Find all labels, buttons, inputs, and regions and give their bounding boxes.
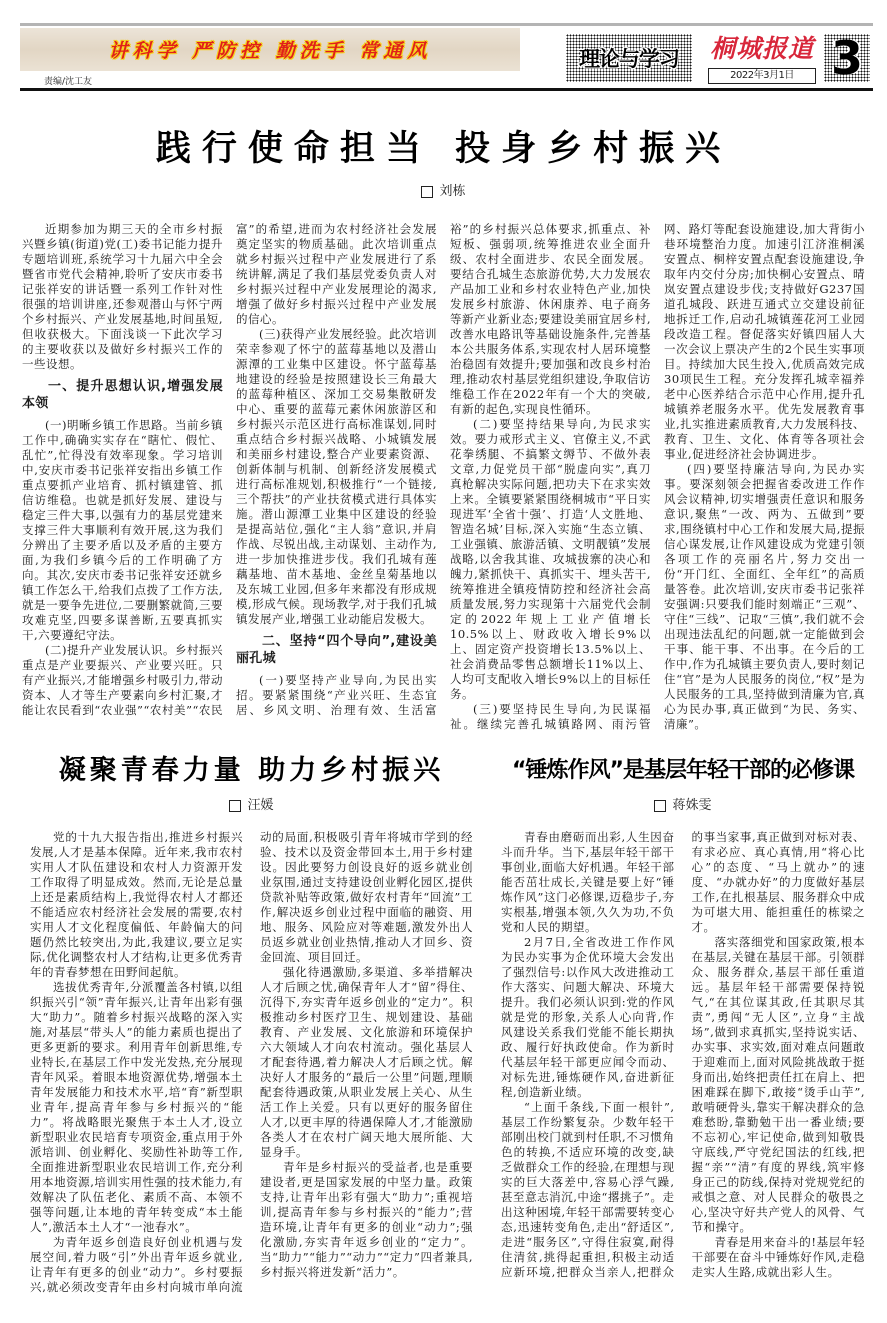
article: [30, 754, 473, 1295]
paragraph: (三)获得产业发展经验。此次培训荣幸参观了怀宁的蓝莓基地以及潜山源潭的工业集中区建设。怀宁蓝莓基地建设的经验是按照建设长三角最大的蓝莓种植区、深加工交易集散研发中心、重要的蓝莓元素休闲旅游区和乡村振兴示范区进行高标准谋划,同时重点结合乡村振兴战略、小城镇发展和美丽乡村建设,整合产业要素资源、创新体制与机制、创新经济发展模式进行高标准规划,积极推行“一个链接,三个帮扶”的产业扶贫模式进行具体实施。潜山源潭工业集中区建设的经验是提高站位,强化“主人翁”意识,并肩作战、尽锐出战,主动谋划、主动作为,进一步加快推进步伐。我们孔城有莲藕基地、苗木基地、金丝皇菊基地以及东城工业园,但多年来都没有形成规模,形成气候。现场教学,对于我们孔城镇发展产业,增强工业动能启发极大。: [236, 327, 437, 626]
article-byline: [30, 798, 473, 814]
paragraph: (一)明晰乡镇工作思路。当前乡镇工作中,确确实实存在“瞎忙、假忙、乱忙”,忙得没有效率现象。学习培训中,安庆市委书记张祥安指出乡镇工作重点要抓产业培育、抓村镇建管、抓信访维稳。也就是抓好发展、建设与稳定三件大事,以强有力的基层党建来支撑三件大事顺利有效开展,这为我们分辨出了主要矛盾以及矛盾的主要方面,为我们乡镇今后的工作明确了方向。其次,安庆市委书记张祥安还就乡镇工作怎么干,给我们点拨了工作方法,就是一要争先进位,二要删繁就简,三要攻难克坚,四要多谋善断,五要真抓实干,六要遵纪守法。: [22, 418, 223, 642]
section-title: 理论与学习: [579, 47, 679, 71]
paragraph: 2月7日,全省改进工作作风为民办实事为企优环境大会发出了强烈信号:以作风大改进推动工作大落实、问题大解决、环境大提升。我们必须认识到:党的作风就是党的形象,关系人心向背,作风建设关系我们党能不能长期执政、履行好执政使命。作为新时代基层年轻干部更应闻令而动、对标先进,锤炼硬作风,奋进新征程,创造新业绩。: [501, 935, 675, 1099]
paragraph: “上面千条线,下面一根针”,基层工作纷繁复杂。少数年轻干部刚出校门就到村任职,不习惯角色的转换,不适应环境的改变,缺乏做群众工作的经验,在理想与现实的巨大落差中,容易心浮气躁,甚至意志消沉,中途“撂挑子”。走出这种困境,年轻干部需要转变心态,迅速转变角色,走出“舒适区”,走进“服务区”,守得住寂寞,耐得住清贫,挑得起重担,积极主动适应新环境,把群众当亲人,把群众的事当家事,真正做到对标对表、有求必应、真心真情,用“将心比心”的态度、“马上就办”的速度、“办就办好”的力度做好基层工作,在扎根基层、服务群众中成为可堪大用、能担重任的栋梁之才。: [501, 830, 865, 1279]
author-name: 汪媛: [247, 798, 274, 813]
paragraph: (二)提升产业发展认识。乡村振兴重点是产业要振兴、产业要兴旺。只有产业振兴,才能增强乡村吸引力,带动资本、人才等生产要素向乡村汇聚,才能让农民看到“农业强”“农村美”“农民富”的希望,进而为农村经济社会发展奠定坚实的物质基础。此次培训重点就乡村振兴过程中产业发展进行了系统讲解,满足了我们基层党委负责人对乡村振兴过程中产业发展理论的渴求,增强了做好乡村振兴过程中产业发展的信心。: [22, 222, 437, 717]
paragraph: 青春由磨砺而出彩,人生因奋斗而升华。当下,基层年轻干部干事创业,面临大好机遇。年轻干部能否茁壮成长,关键是要上好“锤炼作风”这门必修课,迈稳步子,夯实根基,增强本领,久久为功,不负党和人民的期望。: [501, 830, 675, 934]
section-heading: 二、坚持“四个导向”,建设美丽孔城: [236, 634, 437, 666]
paragraph: 青年是乡村振兴的受益者,也是重要建设者,更是国家发展的中坚力量。政策支持,让青年出彩有强大“助力”;重视培训,提高青年参与乡村振兴的“能力”;营造环境,让青年有更多的创业“动力”;强化激励,夯实青年返乡创业的“定力”。当“助力”“能力”“动力”“定力”四者兼具,乡村振兴将迸发新“活力”。: [260, 1160, 473, 1279]
article-title: 践行使命担当 投身乡村振兴: [155, 129, 732, 169]
paragraph: 为青年返乡创造良好创业机遇与发展空间,着力吸“引”外出青年返乡就业,让青年有更多的创业“动力”。乡村要振兴,就必须改变青年由乡村向城市单向流动的局面,积极吸引青年将城市学到的经验、技术以及资金带回本土,用于乡村建设。因此要努力创设良好的返乡就业创业氛围,通过支持建设创业孵化园区,提供贷款补贴等政策,做好农村青年“回流”工作,解决返乡创业过程中面临的融资、用地、服务、风险应对等难题,激发外出人员返乡就业创业热情,推动人才回乡、资金回流、项目回迁。: [30, 830, 473, 1294]
paragraph: 党的十九大报告指出,推进乡村振兴发展,人才是基本保障。近年来,我市农村实用人才队伍建设和农村人力资源开发工作取得了明显成效。然而,无论是总量上还是素质结构上,我觉得农村人才都还不能适应农村经济社会发展的需要,农村实用人才文化程度偏低、年龄偏大的问题仍然比较突出,为此,我建议,要立足实际,优化调整农村人才结构,让更多优秀青年的青春梦想在田野间起航。: [30, 830, 243, 979]
author-name: 蒋姝雯: [672, 798, 712, 813]
masthead-logo: 桐城报道: [709, 34, 814, 63]
square-icon: [421, 186, 433, 198]
page-number: 3: [830, 31, 863, 85]
article-title: “锤炼作风”是基层年轻干部的必修课: [512, 758, 854, 783]
article-title: 凝聚青春力量 助力乡村振兴: [58, 755, 445, 786]
paragraph: 近期参加为期三天的全市乡村振兴暨乡镇(街道)党(工)委书记能力提升专题培训班,系统学习十九届六中全会暨省市党代会精神,聆听了安庆市委书记张祥安的讲话暨一系列工作针对性很强的培训讲座,还参观潜山与怀宁两个乡村振兴、产业发展基地,时间虽短,但收获极大。下面浅谈一下此次学习的主要收获以及做好乡村振兴工作的一些设想。: [22, 222, 223, 371]
article-byline: [22, 184, 865, 200]
article-byline: [501, 798, 865, 814]
article-body: [501, 830, 865, 1280]
header-divider: [20, 88, 873, 91]
paragraph: (三)要坚持民生导向,为民谋福祉。继续完善孔城镇路网、雨污管网、路灯等配套设施建设,加大背街小巷环境整治力度。加速引江济淮桐溪安置点、桐梓安置点配套设施建设,争取年内交付分房;加快桐心安置点、晴岚安置点建设步伐;支持做好G237国道孔城段、跃进互通式立交建设前征地拆迁工作,启动孔城镇莲花河工业园段改造工程。督促落实好镇四届人大一次会议上票决产生的2个民生实事项目。持续加大民生投入,优质高效完成30项民生工程。充分发挥孔城幸福养老中心医养结合示范中心作用,提升孔城镇养老服务水平。优先发展教育事业,扎实推进素质教育,大力发展科技、教育、卫生、文化、体育等各项社会事业,促进经济社会协调进步。: [450, 222, 865, 731]
paragraph: 落实落细党和国家政策,根本在基层,关键在基层干部。引领群众、服务群众,基层干部任重道远。基层年轻干部需要保持锐气,“在其位谋其政,任其职尽其责”,勇闯“无人区”,立身“主战场”,做到求真抓实,坚持说实话、办实事、求实效,面对难点问题敢于迎难而上,面对风险挑战敢于挺身而出,始终把责任扛在肩上、把困难踩在脚下,敢接“烫手山芋”,敢啃硬骨头,靠实干解决群众的急难愁盼,靠勤勉干出一番业绩;要不忘初心,牢记使命,做到知敬畏守底线,严守党纪国法的红线,把握“亲”“清”有度的界线,筑牢修身正己的防线,保持对党规党纪的戒惧之意、对人民群众的敬畏之心,坚决守好共产党人的风骨、气节和操守。: [691, 935, 865, 1234]
section-title-box: [566, 34, 692, 82]
square-icon: [654, 800, 666, 812]
top-divider: [20, 23, 873, 26]
editor-credit: 责编/沈工友: [44, 77, 93, 87]
issue-date: 2022年3月1日: [708, 68, 816, 84]
lead-article: [22, 128, 865, 732]
slogan-banner: [20, 28, 520, 71]
paragraph: 选拔优秀青年,分派覆盖各村镇,以组织振兴引“领”青年振兴,让青年出彩有强大“助力”。随着乡村振兴战略的深入实施,对基层“带头人”的能力素质也提出了更多更新的要求。利用青年创新思维,专业特长,在基层工作中发光发热,充分展现青年风采。着眼本地资源优势,增强本土青年发展能力和技术水平,培“育”新型职业青年,提高青年参与乡村振兴的“能力”。将战略眼光聚焦于本土人才,设立新型职业农民培育专项资金,重点用于外派培训、创业孵化、奖励性补助等工作,全面推进新型职业农民培训工作,充分利用本地资源,培训实用性强的技术能力,有效解决了队伍老化、素质不高、本领不强等问题,让本地的青年转变成“本土能人”,激活本土人才“一池春水”。: [30, 980, 243, 1234]
section-heading: 一、提升思想认识,增强发展本领: [22, 379, 223, 411]
page-number-box: [824, 31, 870, 85]
paragraph: 青春是用来奋斗的!基层年轻干部要在奋斗中锤炼好作风,走稳走实人生路,成就出彩人生。: [691, 1235, 865, 1279]
page-header: [0, 0, 887, 92]
paragraph: (一)要坚持产业导向,为民出实招。要紧紧围绕“产业兴旺、生态宜居、乡风文明、治理有效、生活富裕”的乡村振兴总体要求,抓重点、补短板、强弱项,统筹推进农业全面升级、农村全面进步、农民全面发展。要结合孔城生态旅游优势,大力发展农产品加工业和乡村农业特色产业,加快发展乡村旅游、休闲康养、电子商务等新产业新业态;要建设美丽宜居乡村,改善水电路讯等基础设施条件,完善基本公共服务体系,实现农村人居环境整治稳固有效提升;要加强和改良乡村治理,推动农村基层党组织建设,争取信访维稳工作在2022年有一个大的突破,有新的起色,实现良性循环。: [236, 222, 651, 717]
banner-slogan: 讲科学 严防控 勤洗手 常通风: [108, 40, 432, 62]
article-body: [30, 830, 473, 1295]
paragraph: 强化待遇激励,多渠道、多举措解决人才后顾之忧,确保青年人才“留”得住、沉得下,夯实青年返乡创业的“定力”。积极推动乡村医疗卫生、规划建设、基础教育、产业发展、文化旅游和环境保护六大领域人才向农村流动。强化基层人才配套待遇,着力解决人才后顾之忧。解决好人才服务的“最后一公里”问题,理顺配套待遇政策,从职业发展上关心、从生活工作上关爱。只有以更好的服务留住人才,以更丰厚的待遇保障人才,才能激励各类人才在农村广阔天地大展所能、大显身手。: [260, 965, 473, 1159]
author-name: 刘栋: [439, 184, 466, 199]
bottom-section: [0, 754, 887, 1295]
article-body: [22, 222, 865, 732]
paragraph: (二)要坚持结果导向,为民求实效。要力戒形式主义、官僚主义,不武花拳绣腿、不搞繁文缛节、不做外表文章,力促党员干部“脱虚向实”,真刀真枪解决实际问题,把功夫下在求实效上来。全镇要紧紧围绕桐城市“平日实现进军‘全省十强’、打造‘人文胜地、智造名城’目标,深入实施“生态立镇、工业强镇、旅游活镇、文明靓镇”发展战略,以舍我其谁、攻城拔寨的决心和魄力,紧抓快干、真抓实干、埋头苦干,统筹推进全镇疫情防控和经济社会高质量发展,努力实现第十六届党代会制定的2022年规上工业产值增长10.5%以上、财政收入增长9%以上、固定资产投资增长13.5%以上、社会消费品零售总额增长11%以上、人均可支配收入增长9%以上的目标任务。: [450, 417, 651, 701]
paragraph: (四)要坚持廉洁导向,为民办实事。要深刻领会把握省委改进工作作风会议精神,切实增强责任意识和服务意识,聚焦“一改、两为、五做到”要求,围绕镇村中心工作和发展大局,提振信心谋发展,让作风建设成为党建引领各项工作的亮丽名片,努力交出一份“开门红、全面红、全年红”的高质量答卷。此次培训,安庆市委书记张祥安强调:只要我们能时刻端正“三观”、守住“三线”、记取“三慎”,我们就不会出现违法乱纪的问题,就一定能做到会干事、能干事、不出事。在今后的工作中,作为孔城镇主要负责人,要时刻记住“官”是为人民服务的岗位,“权”是为人民服务的工具,坚持做到清廉为官,真心为民办事,真正做到“为民、务实、清廉”。: [664, 462, 865, 731]
square-icon: [229, 800, 241, 812]
article: [501, 754, 865, 1280]
